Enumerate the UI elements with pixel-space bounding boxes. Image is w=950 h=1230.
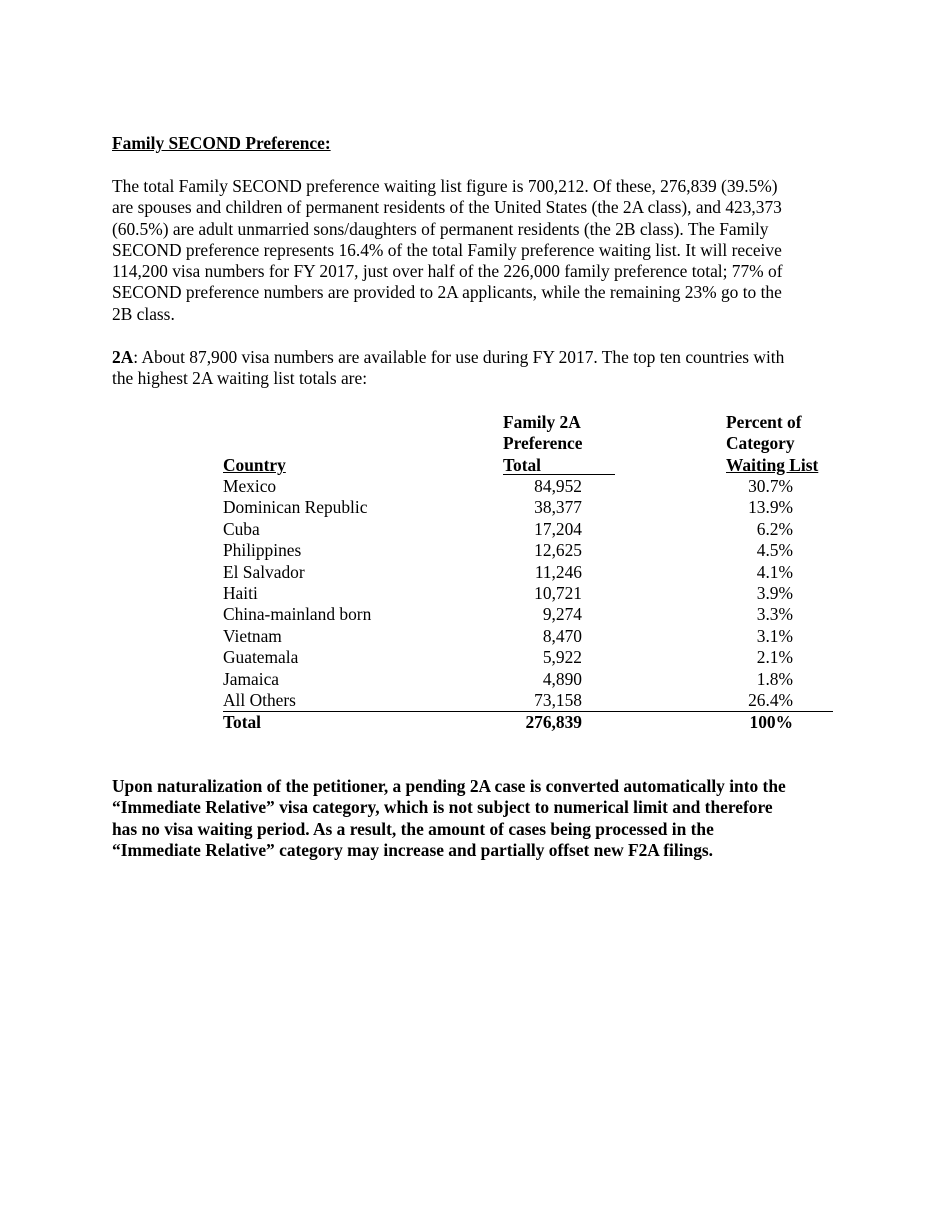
- cell-country: Dominican Republic: [223, 497, 368, 518]
- cell-country: All Others: [223, 689, 296, 710]
- section-heading: Family SECOND Preference:: [112, 133, 331, 153]
- cell-total: 84,952: [534, 476, 582, 496]
- table-row: [223, 476, 833, 497]
- cell-percent: 30.7%: [748, 476, 793, 496]
- cell-country: Cuba: [223, 518, 260, 539]
- table-row: [223, 604, 833, 625]
- cell-total: 12,625: [534, 540, 582, 561]
- header-percent-line: Category: [726, 433, 795, 454]
- table-row: [223, 540, 833, 561]
- header-percent-line: Waiting List: [726, 454, 819, 475]
- paragraph-line: (60.5%) are adult unmarried sons/daughters of permanent residents (the 2B class). The Family: [112, 218, 769, 239]
- paragraph-line: SECOND preference numbers are provided to 2A applicants, while the remaining 23% go to the: [112, 282, 782, 303]
- header-total-line: Total: [503, 454, 542, 475]
- cell-country: Vietnam: [223, 625, 282, 646]
- paragraph-line: The total Family SECOND preference waiting list figure is 700,212. Of these, 276,839 (39.5%): [112, 176, 778, 196]
- total-label: Total: [223, 712, 262, 733]
- cell-country: Haiti: [223, 582, 258, 603]
- 2a-label: 2A: [112, 347, 134, 367]
- paragraph-line: 114,200 visa numbers for FY 2017, just over half of the 226,000 family preference total; 77% of: [112, 261, 783, 282]
- header-total: [503, 412, 615, 475]
- cell-percent: 3.3%: [756, 604, 793, 625]
- cell-percent: 1.8%: [756, 668, 793, 689]
- cell-country: China-mainland born: [223, 604, 372, 625]
- 2a-text: : About 87,900 visa numbers are available for use during FY 2017. The top ten countries with: [133, 347, 785, 367]
- cell-total: 11,246: [534, 561, 582, 582]
- cell-percent: 6.2%: [756, 518, 793, 539]
- paragraph-line: “Immediate Relative” visa category, which is not subject to numerical limit and therefore: [112, 797, 773, 818]
- table-row: [223, 497, 833, 518]
- paragraph-line: [112, 347, 840, 368]
- paragraph-line: the highest 2A waiting list totals are:: [112, 368, 368, 389]
- cell-total: 17,204: [534, 518, 582, 539]
- cell-country: Guatemala: [223, 647, 299, 668]
- cell-percent: 2.1%: [756, 647, 793, 668]
- cell-total: 73,158: [534, 689, 582, 710]
- 2a-paragraph: [112, 347, 840, 390]
- cell-total: 8,470: [542, 625, 582, 646]
- cell-total: 4,890: [542, 668, 582, 689]
- table-row: [223, 519, 833, 540]
- table-header: [223, 412, 833, 476]
- cell-percent: 3.1%: [756, 625, 793, 646]
- cell-total: 38,377: [534, 497, 582, 518]
- cell-country: El Salvador: [223, 561, 305, 582]
- intro-paragraph: [112, 176, 840, 325]
- table-row: [223, 562, 833, 583]
- header-country: Country: [223, 455, 286, 475]
- cell-total: 10,721: [534, 582, 582, 603]
- paragraph-line: SECOND preference represents 16.4% of the total Family preference waiting list. It will receive: [112, 239, 782, 260]
- cell-percent: 13.9%: [748, 497, 793, 518]
- header-total-line: Preference: [503, 433, 583, 454]
- paragraph-line: 2B class.: [112, 303, 175, 324]
- cell-country: Philippines: [223, 540, 302, 561]
- total-percent: 100%: [749, 712, 793, 733]
- paragraph-line: “Immediate Relative” category may increase and partially offset new F2A filings.: [112, 839, 714, 860]
- cell-percent: 3.9%: [756, 582, 793, 603]
- table-total-row: [223, 712, 833, 733]
- table-row: [223, 690, 833, 712]
- paragraph-line: Upon naturalization of the petitioner, a pending 2A case is converted automatically into the: [112, 776, 786, 796]
- naturalization-note: [112, 776, 844, 861]
- cell-total: 5,922: [542, 647, 582, 668]
- paragraph-line: has no visa waiting period. As a result, the amount of cases being processed in the: [112, 818, 714, 839]
- table-row: [223, 626, 833, 647]
- total-value: 276,839: [525, 712, 582, 733]
- waiting-list-table: [223, 412, 833, 734]
- table-body: [223, 476, 833, 734]
- cell-total: 9,274: [542, 604, 582, 625]
- header-total-line: Family 2A: [503, 412, 581, 432]
- header-percent-line: Percent of: [726, 412, 802, 432]
- cell-percent: 4.5%: [756, 540, 793, 561]
- header-percent: [726, 412, 818, 476]
- table-row: [223, 583, 833, 604]
- cell-percent: 4.1%: [756, 561, 793, 582]
- paragraph-line: are spouses and children of permanent residents of the United States (the 2A class), and 423,373: [112, 197, 782, 218]
- cell-percent: 26.4%: [748, 689, 793, 710]
- table-row: [223, 669, 833, 690]
- cell-country: Mexico: [223, 476, 277, 496]
- table-row: [223, 647, 833, 668]
- cell-country: Jamaica: [223, 668, 280, 689]
